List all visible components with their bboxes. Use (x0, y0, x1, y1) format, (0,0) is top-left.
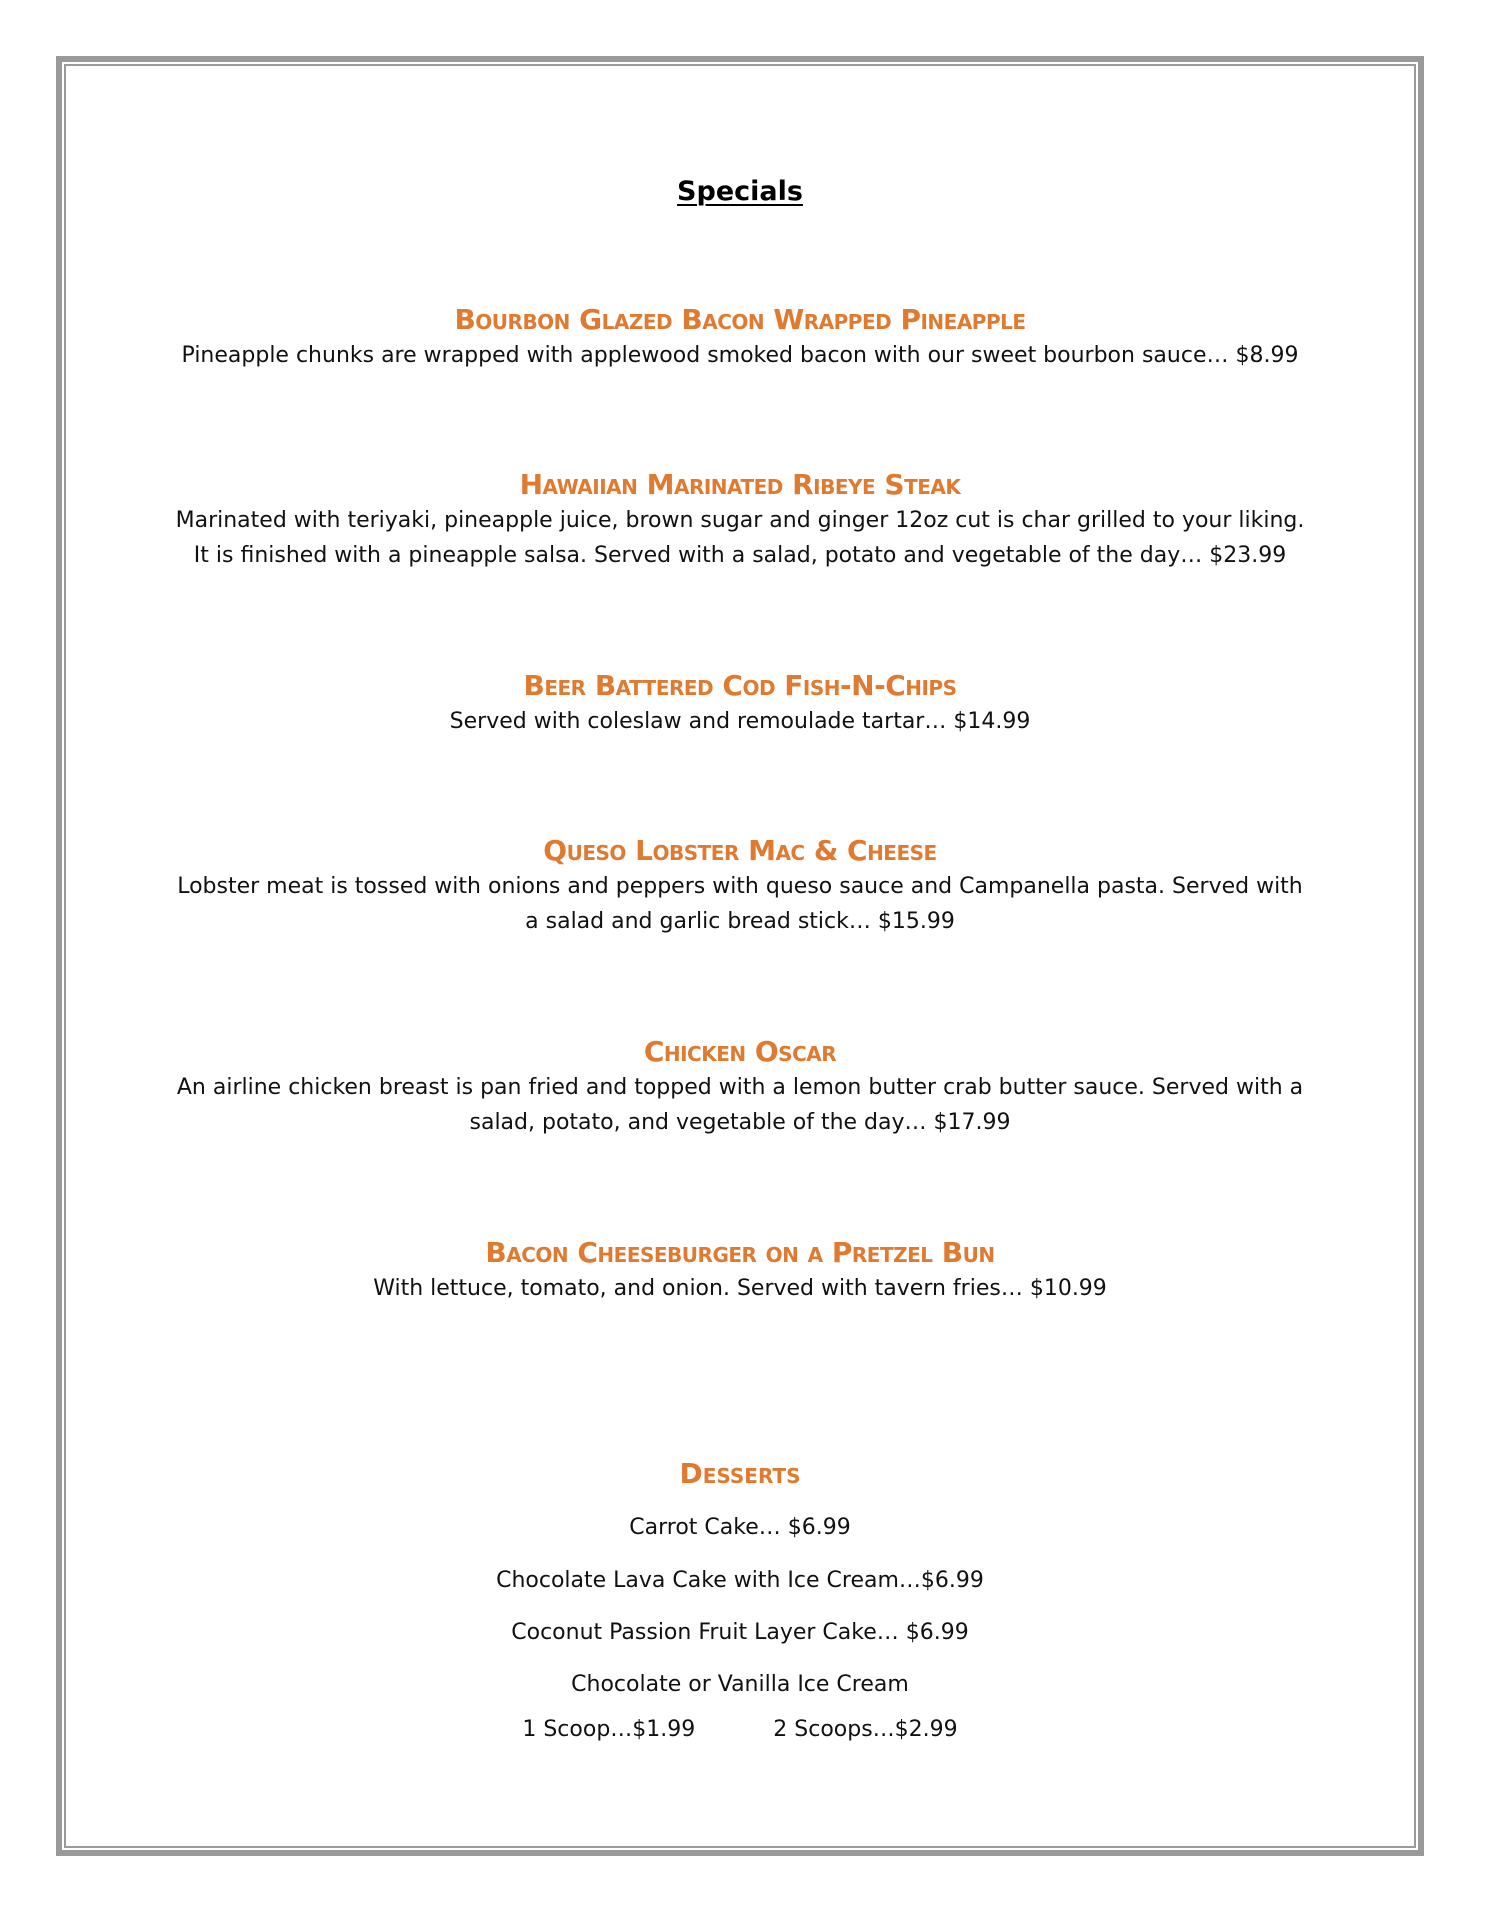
special-item-name: Queso Lobster Mac & Cheese (543, 834, 937, 867)
special-item-name: Chicken Oscar (643, 1035, 837, 1068)
two-scoops-price: 2 Scoops…$2.99 (773, 1717, 958, 1742)
one-scoop-price: 1 Scoop…$1.99 (522, 1717, 696, 1742)
special-item-name: Bourbon Glazed Bacon Wrapped Pineapple (454, 303, 1026, 336)
special-item-chicken-oscar (66, 1034, 1414, 1140)
special-item-bourbon-pineapple (66, 302, 1414, 373)
dessert-item: Coconut Passion Fruit Layer Cake… $6.99 (511, 1620, 969, 1645)
special-item-fish-n-chips (66, 668, 1414, 739)
special-item-name: Bacon Cheeseburger on a Pretzel Bun (485, 1236, 995, 1269)
special-item-description: With lettuce, tomato, and onion. Served with tavern fries… $10.99 (373, 1276, 1107, 1301)
special-item-name: Beer Battered Cod Fish-N-Chips (523, 669, 957, 702)
ice-cream-scoop-prices (66, 1714, 1414, 1746)
dessert-item: Carrot Cake… $6.99 (629, 1515, 851, 1540)
page-title: Specials (677, 176, 803, 207)
special-item-lobster-mac (66, 833, 1414, 939)
special-item-description: An airline chicken breast is pan fried and topped with a lemon butter crab butter sauce. Served with a salad, potato, and vegetable of the day… $17.99 (176, 1075, 1304, 1135)
special-item-description: Pineapple chunks are wrapped with applewood smoked bacon with our sweet bourbon sauce… $8.99 (181, 343, 1299, 368)
dessert-item: Chocolate or Vanilla Ice Cream (571, 1672, 909, 1697)
special-item-description: Marinated with teriyaki, pineapple juice, brown sugar and ginger 12oz cut is char grilled to your liking. It is finished with a pineapple salsa. Served with a salad, potato and vegetable of the day… $23.99 (175, 508, 1305, 568)
dessert-item: Chocolate Lava Cake with Ice Cream…$6.99 (496, 1568, 984, 1593)
special-item-name: Hawaiian Marinated Ribeye Steak (519, 468, 961, 501)
special-item-ribeye-steak (66, 467, 1414, 573)
desserts-heading: Desserts (679, 1457, 801, 1490)
special-item-description: Lobster meat is tossed with onions and peppers with queso sauce and Campanella pasta. Served with a salad and garlic bread stick… $15.99 (177, 874, 1303, 934)
special-item-description: Served with coleslaw and remoulade tartar… $14.99 (449, 709, 1031, 734)
special-item-pretzel-burger (66, 1235, 1414, 1306)
